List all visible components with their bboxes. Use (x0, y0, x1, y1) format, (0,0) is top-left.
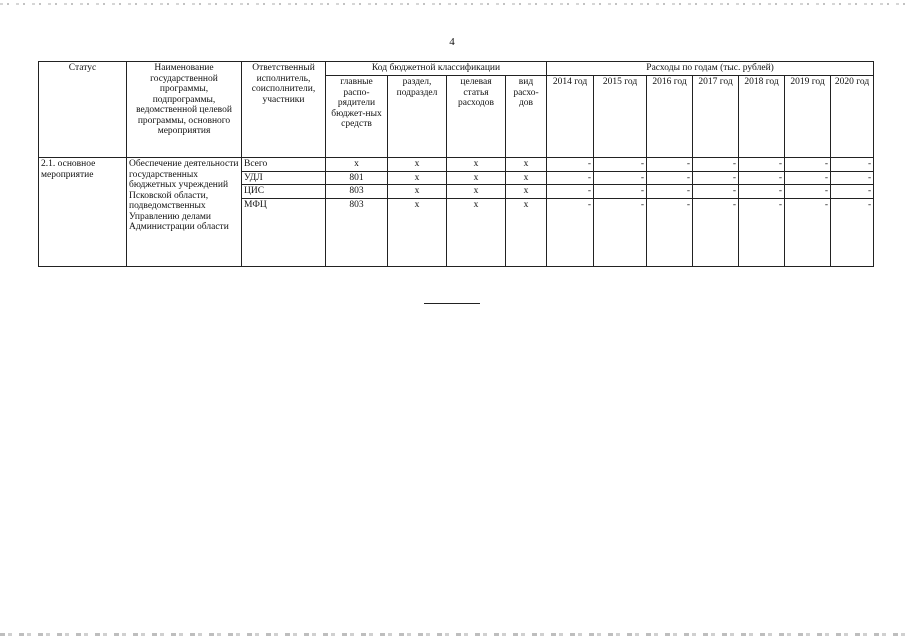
value-cell: - (831, 198, 874, 266)
code-cell: x (506, 171, 547, 185)
value-cell: - (739, 171, 785, 185)
value-cell: - (647, 158, 693, 172)
code-cell: x (506, 158, 547, 172)
value-cell: - (594, 171, 647, 185)
code-cell: x (447, 185, 506, 199)
page-number: 4 (449, 36, 455, 48)
scan-edge-top (0, 3, 905, 5)
code-cell: x (388, 185, 447, 199)
value-cell: - (831, 171, 874, 185)
value-cell: - (785, 171, 831, 185)
value-cell: - (693, 185, 739, 199)
code-cell: x (447, 158, 506, 172)
code-cell: x (447, 171, 506, 185)
header-year-2016: 2016 год (647, 76, 693, 158)
header-budget-code: Код бюджетной классификации (326, 62, 547, 76)
header-status: Статус (39, 62, 127, 158)
header-expense-type: вид расхо-дов (506, 76, 547, 158)
responsible-cell: Всего (242, 158, 326, 172)
value-cell: - (647, 185, 693, 199)
table-row (39, 158, 874, 172)
value-cell: - (693, 198, 739, 266)
value-cell: - (739, 185, 785, 199)
code-cell: x (326, 158, 388, 172)
code-cell: x (388, 198, 447, 266)
value-cell: - (547, 185, 594, 199)
responsible-cell: УДЛ (242, 171, 326, 185)
value-cell: - (739, 198, 785, 266)
header-responsible: Ответственный исполнитель, соисполнители, участники (242, 62, 326, 158)
value-cell: - (547, 171, 594, 185)
header-expenses: Расходы по годам (тыс. рублей) (547, 62, 874, 76)
value-cell: - (647, 198, 693, 266)
header-year-2019: 2019 год (785, 76, 831, 158)
name-cell: Обеспечение деятельности государственных бюджетных учреждений Псковской области, подведомственных Управлению делами Администрации области (127, 158, 242, 267)
value-cell: - (594, 198, 647, 266)
code-cell: 803 (326, 185, 388, 199)
code-cell: x (506, 185, 547, 199)
header-target-article: целевая статья расходов (447, 76, 506, 158)
value-cell: - (647, 171, 693, 185)
value-cell: - (547, 158, 594, 172)
responsible-cell: МФЦ (242, 198, 326, 266)
responsible-cell: ЦИС (242, 185, 326, 199)
code-cell: x (447, 198, 506, 266)
value-cell: - (785, 158, 831, 172)
status-cell: 2.1. основное мероприятие (39, 158, 127, 267)
header-year-2015: 2015 год (594, 76, 647, 158)
header-name: Наименование государственной программы, подпрограммы, ведомственной целевой программы, основного мероприятия (127, 62, 242, 158)
code-cell: x (388, 158, 447, 172)
header-section: раздел, подраздел (388, 76, 447, 158)
value-cell: - (594, 158, 647, 172)
code-cell: x (506, 198, 547, 266)
value-cell: - (831, 158, 874, 172)
value-cell: - (594, 185, 647, 199)
header-year-2020: 2020 год (831, 76, 874, 158)
code-cell: x (388, 171, 447, 185)
budget-table (38, 61, 874, 267)
value-cell: - (693, 158, 739, 172)
value-cell: - (739, 158, 785, 172)
code-cell: 803 (326, 198, 388, 266)
value-cell: - (785, 198, 831, 266)
code-cell: 801 (326, 171, 388, 185)
end-divider (424, 303, 480, 304)
value-cell: - (831, 185, 874, 199)
value-cell: - (785, 185, 831, 199)
scan-edge-bottom (0, 633, 905, 636)
header-year-2017: 2017 год (693, 76, 739, 158)
value-cell: - (547, 198, 594, 266)
header-main-manager: главные распо-рядители бюджет-ных средств (326, 76, 388, 158)
header-year-2018: 2018 год (739, 76, 785, 158)
value-cell: - (693, 171, 739, 185)
header-year-2014: 2014 год (547, 76, 594, 158)
